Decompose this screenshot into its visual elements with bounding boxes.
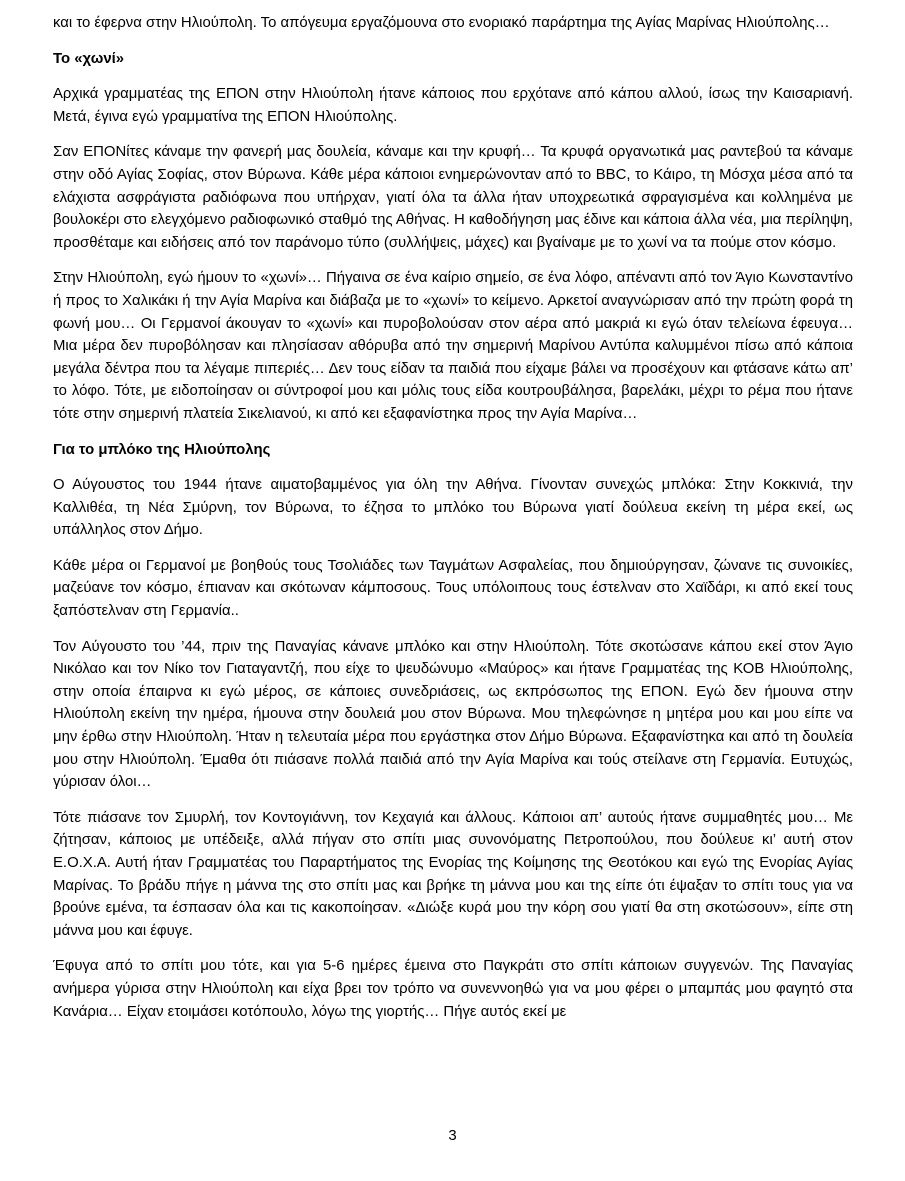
paragraph-4: Στην Ηλιούπολη, εγώ ήμουν το «χωνί»… Πήγαινα σε ένα καίριο σημείο, σε ένα λόφο, απέναντι από τον Άγιο Κωνσταντίνο ή προς το Χαλικάκι ή την Αγία Μαρίνα και διάβαζα με το «χωνί» το κείμενο. Αρκετοί αναγνώρισαν από την πρώτη φορά τη φωνή μου… Οι Γερμανοί άκουγαν το «χωνί» και πυροβολούσαν στον αέρα από μακριά κι εγώ όταν τελείωνα έφευγα… Μια μέρα δεν πυροβόλησαν και πλησίασαν αθόρυβα από την σημερινή Μαρίνου Αντύπα καλυμμένοι πίσω από κάποια μεγάλα δέντρα που τα λέγαμε πιπεριές… Δεν τους είδαν τα παιδιά που είχαμε βάλει να προσέχουν και φτάσανε κάτω απ’ το λόφο. Τότε, με ειδοποίησαν οι σύντροφοί μου και μόλις τους είδα κουτρουβάλησα, βαρελάκι, μέχρι το ρέμα που ήτανε τότε στην σημερινή πλατεία Σικελιανού, κι από κει εξαφανίστηκα προς την Αγία Μαρίνα… bbox=[53, 270, 853, 422]
paragraph-3: Σαν ΕΠΟΝίτες κάναμε την φανερή μας δουλεία, κάναμε και την κρυφή… Τα κρυφά οργανωτικά μας ραντεβού τα κάναμε στην οδό Αγίας Σοφίας, στον Βύρωνα. Κάθε μέρα κάποιοι ενημερώνονταν από το BBC, το Κάιρο, τη Μόσχα μέσα από τα ελάχιστα ασφράγιστα ραδιόφωνα που υπήρχαν, γιατί όλα τα άλλα ήταν υποχρεωτικά σφραγισμένα και κολλημένα με βουλοκέρι στο ελεγχόμενο ραδιοφωνικό σταθμό της Αθήνας. Η καθοδήγηση μας έδινε και κάποια άλλα νέα, μια περίληψη, προσθέταμε και ειδήσεις από τον παράνομο τύπο (συλλήψεις, μάχες) και βγαίναμε με το χωνί να τα πούμε στον κόσμο. bbox=[53, 144, 853, 251]
section-heading-blockade: Για το μπλόκο της Ηλιούπολης bbox=[53, 441, 271, 458]
section-heading-funnel: Το «χωνί» bbox=[53, 50, 125, 67]
paragraph-7: Τον Αύγουστο του ’44, πριν της Παναγίας κάνανε μπλόκο και στην Ηλιούπολη. Τότε σκοτώσανε κάπου εκεί στον Άγιο Νικόλαο και τον Νίκο τον Γιαταγαντζή, που είχε το ψευδώνυμο «Μαύρος» και ήτανε Γραμματέας της ΚΟΒ Ηλιούπολης, στην οποία έπαιρνα κι εγώ μέρος, σε κάποιες συνεδριάσεις, ως εκπρόσωπος της ΕΠΟΝ. Εγώ δεν ήμουνα στην Ηλιούπολη εκείνη την ημέρα, ήμουνα στην δουλειά μου στον Βύρωνα. Μου τηλεφώνησε η μητέρα μου και μου είπε να μην έρθω στην Ηλιούπολη. Ήταν η τελευταία μέρα που εργάστηκα στον Δήμο Βύρωνα. Εξαφανίστηκα και από τη δουλεία μου στην Ηλιούπολη. Έμαθα ότι πιάσανε πολλά παιδιά από την Αγία Μαρίνα και τούς στείλανε στη Γερμανία. Ευτυχώς, γύρισαν όλοι… bbox=[53, 638, 853, 791]
paragraph-1: και το έφερνα στην Ηλιούπολη. Το απόγευμα εργαζόμουνα στο ενοριακό παράρτημα της Αγίας Μαρίνας Ηλιούπολης… bbox=[53, 15, 830, 31]
paragraph-8: Τότε πιάσανε τον Σμυρλή, τον Κοντογιάννη, τον Κεχαγιά και άλλους. Κάποιοι απ’ αυτούς ήτανε συμμαθητές μου… Με ζήτησαν, κάποιος με υπέδειξε, αλλά πήγαν στο σπίτι μιας συνονόματης Πετροπούλου, που δούλευε κι’ αυτή στον Ε.Ο.Χ.Α. Αυτή ήταν Γραμματέας του Παραρτήματος της Ενορίας της Κοίμησης της Θεοτόκου και εγώ της Ενορίας Αγίας Μαρίνας. Το βράδυ πήγε η μάννα της στο σπίτι μας και βρήκε τη μάννα μου και της είπε ότι έψαξαν το σπίτι τους για να βρούνε εμένα, τα έσπασαν όλα και τις κακοποίησαν. «Διώξε κυρά μου την κόρη σου γιατί θα στη σκοτώσουν», είπε στη μάννα μου και έφυγε. bbox=[53, 809, 853, 939]
paragraph-9: Έφυγα από το σπίτι μου τότε, και για 5-6 ημέρες έμεινα στο Παγκράτι στο σπίτι κάποιων συγγενών. Της Παναγίας ανήμερα γύρισα στην Ηλιούπολη και είχα βρει τον τρόπο να συνεννοηθώ για να μου φέρει ο μπαμπάς μου φαγητό στα Κανάρια… Είχαν ετοιμάσει κοτόπουλο, λόγω της γιορτής… Πήγε αυτός εκεί με bbox=[53, 958, 853, 1020]
paragraph-6: Κάθε μέρα οι Γερμανοί με βοηθούς τους Τσολιάδες των Ταγμάτων Ασφαλείας, που δημιούργησαν, ζώνανε τις συνοικίες, μαζεύανε τον κόσμο, έπιαναν και σκότωναν κάμποσους. Τους υπόλοιπους τους έστελναν στο Χαϊδάρι, κι από εκεί τους ξαπόστελναν στη Γερμανία.. bbox=[53, 557, 853, 620]
paragraph-2: Αρχικά γραμματέας της ΕΠΟΝ στην Ηλιούπολη ήτανε κάποιος που ερχότανε από κάπου αλλού, ίσως την Καισαριανή. Μετά, έγινα εγώ γραμματίνα της ΕΠΟΝ Ηλιούπολης. bbox=[53, 86, 853, 125]
page-number: 3 bbox=[448, 1128, 457, 1144]
paragraph-5: Ο Αύγουστος του 1944 ήτανε αιματοβαμμένος για όλη την Αθήνα. Γίνονταν συνεχώς μπλόκα: Στην Κοκκινιά, την Καλλιθέα, τη Νέα Σμύρνη, τον Βύρωνα, το έζησα το μπλόκο του Βύρωνα γιατί δούλευα εκείνη τη μέρα εκεί, ως υπάλληλος στον Δήμο. bbox=[53, 477, 853, 539]
document-page bbox=[53, 12, 853, 1036]
